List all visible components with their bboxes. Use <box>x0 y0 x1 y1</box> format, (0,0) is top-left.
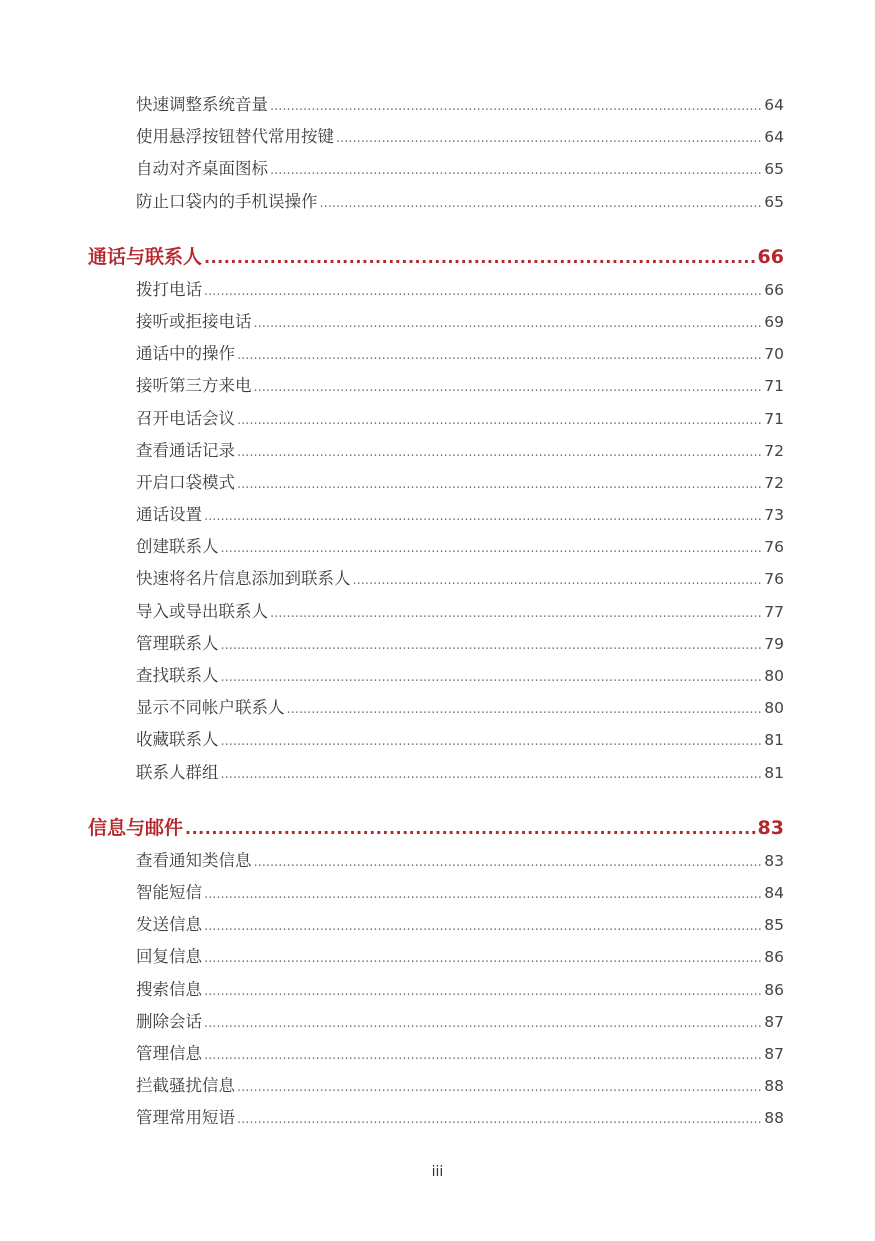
toc-entry[interactable] <box>136 403 784 435</box>
toc-entry-page: 65 <box>764 192 784 211</box>
dot-leader <box>221 630 763 662</box>
toc-entry-title: 拦截骚扰信息 <box>136 1076 235 1096</box>
toc-entry[interactable] <box>136 274 784 306</box>
toc-entry-page: 66 <box>764 280 784 299</box>
dot-leader <box>336 123 762 155</box>
toc-entry-page: 72 <box>764 441 784 460</box>
dot-leader <box>320 188 763 220</box>
toc-entry[interactable] <box>136 877 784 909</box>
toc-entry[interactable] <box>136 941 784 973</box>
toc-entry-page: 65 <box>764 160 784 179</box>
toc-entry[interactable] <box>136 660 784 692</box>
dot-leader <box>204 943 762 975</box>
toc-entry[interactable] <box>136 596 784 628</box>
toc-entry-title: 管理常用短语 <box>136 1108 235 1128</box>
toc-entry-title: 快速调整系统音量 <box>136 95 268 114</box>
toc-entry-page: 80 <box>764 667 784 685</box>
dot-leader <box>221 726 763 758</box>
toc-entry-title: 召开电话会议 <box>136 408 235 428</box>
toc-chapter-calls-contacts[interactable] <box>88 240 784 274</box>
dot-leader <box>270 91 762 123</box>
dot-leader <box>353 565 763 597</box>
dot-leader <box>254 847 763 879</box>
toc-entry-title: 开启口袋模式 <box>136 472 235 492</box>
toc-entry-title: 智能短信 <box>136 882 202 902</box>
dot-leader <box>270 598 762 630</box>
table-of-contents <box>88 89 784 1134</box>
dot-leader <box>221 662 763 694</box>
dot-leader <box>237 1104 762 1136</box>
dot-leader <box>204 501 762 533</box>
toc-entry[interactable] <box>136 1102 784 1134</box>
toc-entry[interactable] <box>136 563 784 595</box>
toc-entry-page: 88 <box>764 1077 784 1096</box>
toc-entry-page: 77 <box>764 602 784 621</box>
toc-entry-title: 联系人群组 <box>136 762 219 782</box>
toc-entry-title: 显示不同帐户联系人 <box>136 698 285 718</box>
toc-entry-page: 87 <box>764 1044 784 1063</box>
toc-entry[interactable] <box>136 909 784 941</box>
toc-entry[interactable] <box>136 338 784 370</box>
section-gap <box>88 218 784 240</box>
dot-leader <box>254 372 763 404</box>
toc-entry[interactable] <box>136 845 784 877</box>
dot-leader <box>254 308 763 340</box>
dot-leader <box>204 976 762 1008</box>
toc-chapter-messages-email[interactable] <box>88 811 784 845</box>
toc-entry-title: 通话设置 <box>136 505 202 525</box>
toc-entry-page: 86 <box>764 980 784 999</box>
toc-entry[interactable] <box>136 974 784 1006</box>
toc-entry[interactable] <box>136 757 784 789</box>
toc-entry-title: 查找联系人 <box>136 666 219 685</box>
toc-entry-page: 73 <box>764 506 784 525</box>
dot-leader <box>204 911 762 943</box>
toc-entry-page: 85 <box>764 916 784 935</box>
toc-section-messages-email <box>88 845 784 1135</box>
toc-section-settings <box>88 89 784 218</box>
dot-leader <box>237 1072 762 1104</box>
toc-entry[interactable] <box>136 306 784 338</box>
toc-entry-title: 管理联系人 <box>136 633 219 653</box>
toc-entry[interactable] <box>136 186 784 218</box>
toc-entry[interactable] <box>136 1070 784 1102</box>
chapter-title: 通话与联系人 <box>88 245 203 268</box>
toc-entry-title: 防止口袋内的手机误操作 <box>136 191 318 211</box>
toc-entry-page: 64 <box>764 128 784 147</box>
toc-entry-title: 接听第三方来电 <box>136 376 252 396</box>
dot-leader <box>270 155 762 187</box>
toc-entry[interactable] <box>136 467 784 499</box>
toc-entry-title: 拨打电话 <box>136 279 202 299</box>
toc-entry-page: 83 <box>764 851 784 870</box>
chapter-title: 信息与邮件 <box>88 816 184 839</box>
toc-entry[interactable] <box>136 1038 784 1070</box>
toc-entry-title: 删除会话 <box>136 1011 202 1031</box>
dot-leader <box>237 340 762 372</box>
dot-leader <box>185 812 756 846</box>
toc-section-calls-contacts <box>88 274 784 789</box>
toc-entry[interactable] <box>136 435 784 467</box>
toc-entry-page: 79 <box>764 634 784 653</box>
toc-entry-title: 查看通知类信息 <box>136 850 252 870</box>
toc-entry-page: 70 <box>764 345 784 364</box>
chapter-page: 83 <box>757 816 784 839</box>
dot-leader <box>204 241 756 275</box>
dot-leader <box>204 1040 762 1072</box>
toc-entry-title: 管理信息 <box>136 1043 202 1063</box>
toc-entry-page: 64 <box>764 96 784 114</box>
toc-entry-page: 81 <box>764 763 784 782</box>
toc-entry[interactable] <box>136 89 784 121</box>
toc-entry-page: 71 <box>764 377 784 396</box>
toc-entry-page: 81 <box>764 731 784 750</box>
chapter-page: 66 <box>757 245 784 268</box>
dot-leader <box>237 437 762 469</box>
toc-entry-page: 87 <box>764 1012 784 1031</box>
toc-entry-page: 72 <box>764 473 784 492</box>
toc-entry[interactable] <box>136 121 784 153</box>
toc-entry-title: 接听或拒接电话 <box>136 311 252 331</box>
dot-leader <box>237 405 762 437</box>
toc-entry[interactable] <box>136 531 784 563</box>
toc-entry[interactable] <box>136 1006 784 1038</box>
toc-entry-title: 查看通话记录 <box>136 440 235 460</box>
toc-entry-title: 自动对齐桌面图标 <box>136 159 268 179</box>
toc-entry-title: 发送信息 <box>136 915 202 935</box>
dot-leader <box>204 879 762 911</box>
dot-leader <box>221 759 763 791</box>
dot-leader <box>237 469 762 501</box>
toc-entry[interactable] <box>136 153 784 185</box>
dot-leader <box>204 276 762 308</box>
toc-entry-page: 71 <box>764 409 784 428</box>
toc-entry[interactable] <box>136 692 784 724</box>
toc-entry[interactable] <box>136 370 784 402</box>
toc-entry-title: 回复信息 <box>136 947 202 967</box>
toc-entry-page: 80 <box>764 699 784 718</box>
toc-entry-page: 76 <box>764 538 784 557</box>
toc-entry[interactable] <box>136 628 784 660</box>
page-number: iii <box>431 1164 444 1180</box>
section-gap <box>88 789 784 811</box>
toc-entry-page: 88 <box>764 1109 784 1128</box>
toc-entry-title: 使用悬浮按钮替代常用按键 <box>136 127 334 147</box>
dot-leader <box>221 533 763 565</box>
dot-leader <box>204 1008 762 1040</box>
toc-entry-title: 通话中的操作 <box>136 344 235 364</box>
toc-entry-title: 创建联系人 <box>136 537 219 557</box>
toc-entry-title: 快速将名片信息添加到联系人 <box>136 569 351 589</box>
toc-entry-title: 导入或导出联系人 <box>136 601 268 621</box>
toc-entry[interactable] <box>136 724 784 756</box>
toc-entry-title: 收藏联系人 <box>136 730 219 750</box>
toc-entry-page: 86 <box>764 948 784 967</box>
dot-leader <box>287 694 763 726</box>
toc-entry-page: 84 <box>764 883 784 902</box>
toc-entry-page: 69 <box>764 312 784 331</box>
toc-entry-page: 76 <box>764 570 784 589</box>
toc-entry-title: 搜索信息 <box>136 979 202 999</box>
toc-entry[interactable] <box>136 499 784 531</box>
